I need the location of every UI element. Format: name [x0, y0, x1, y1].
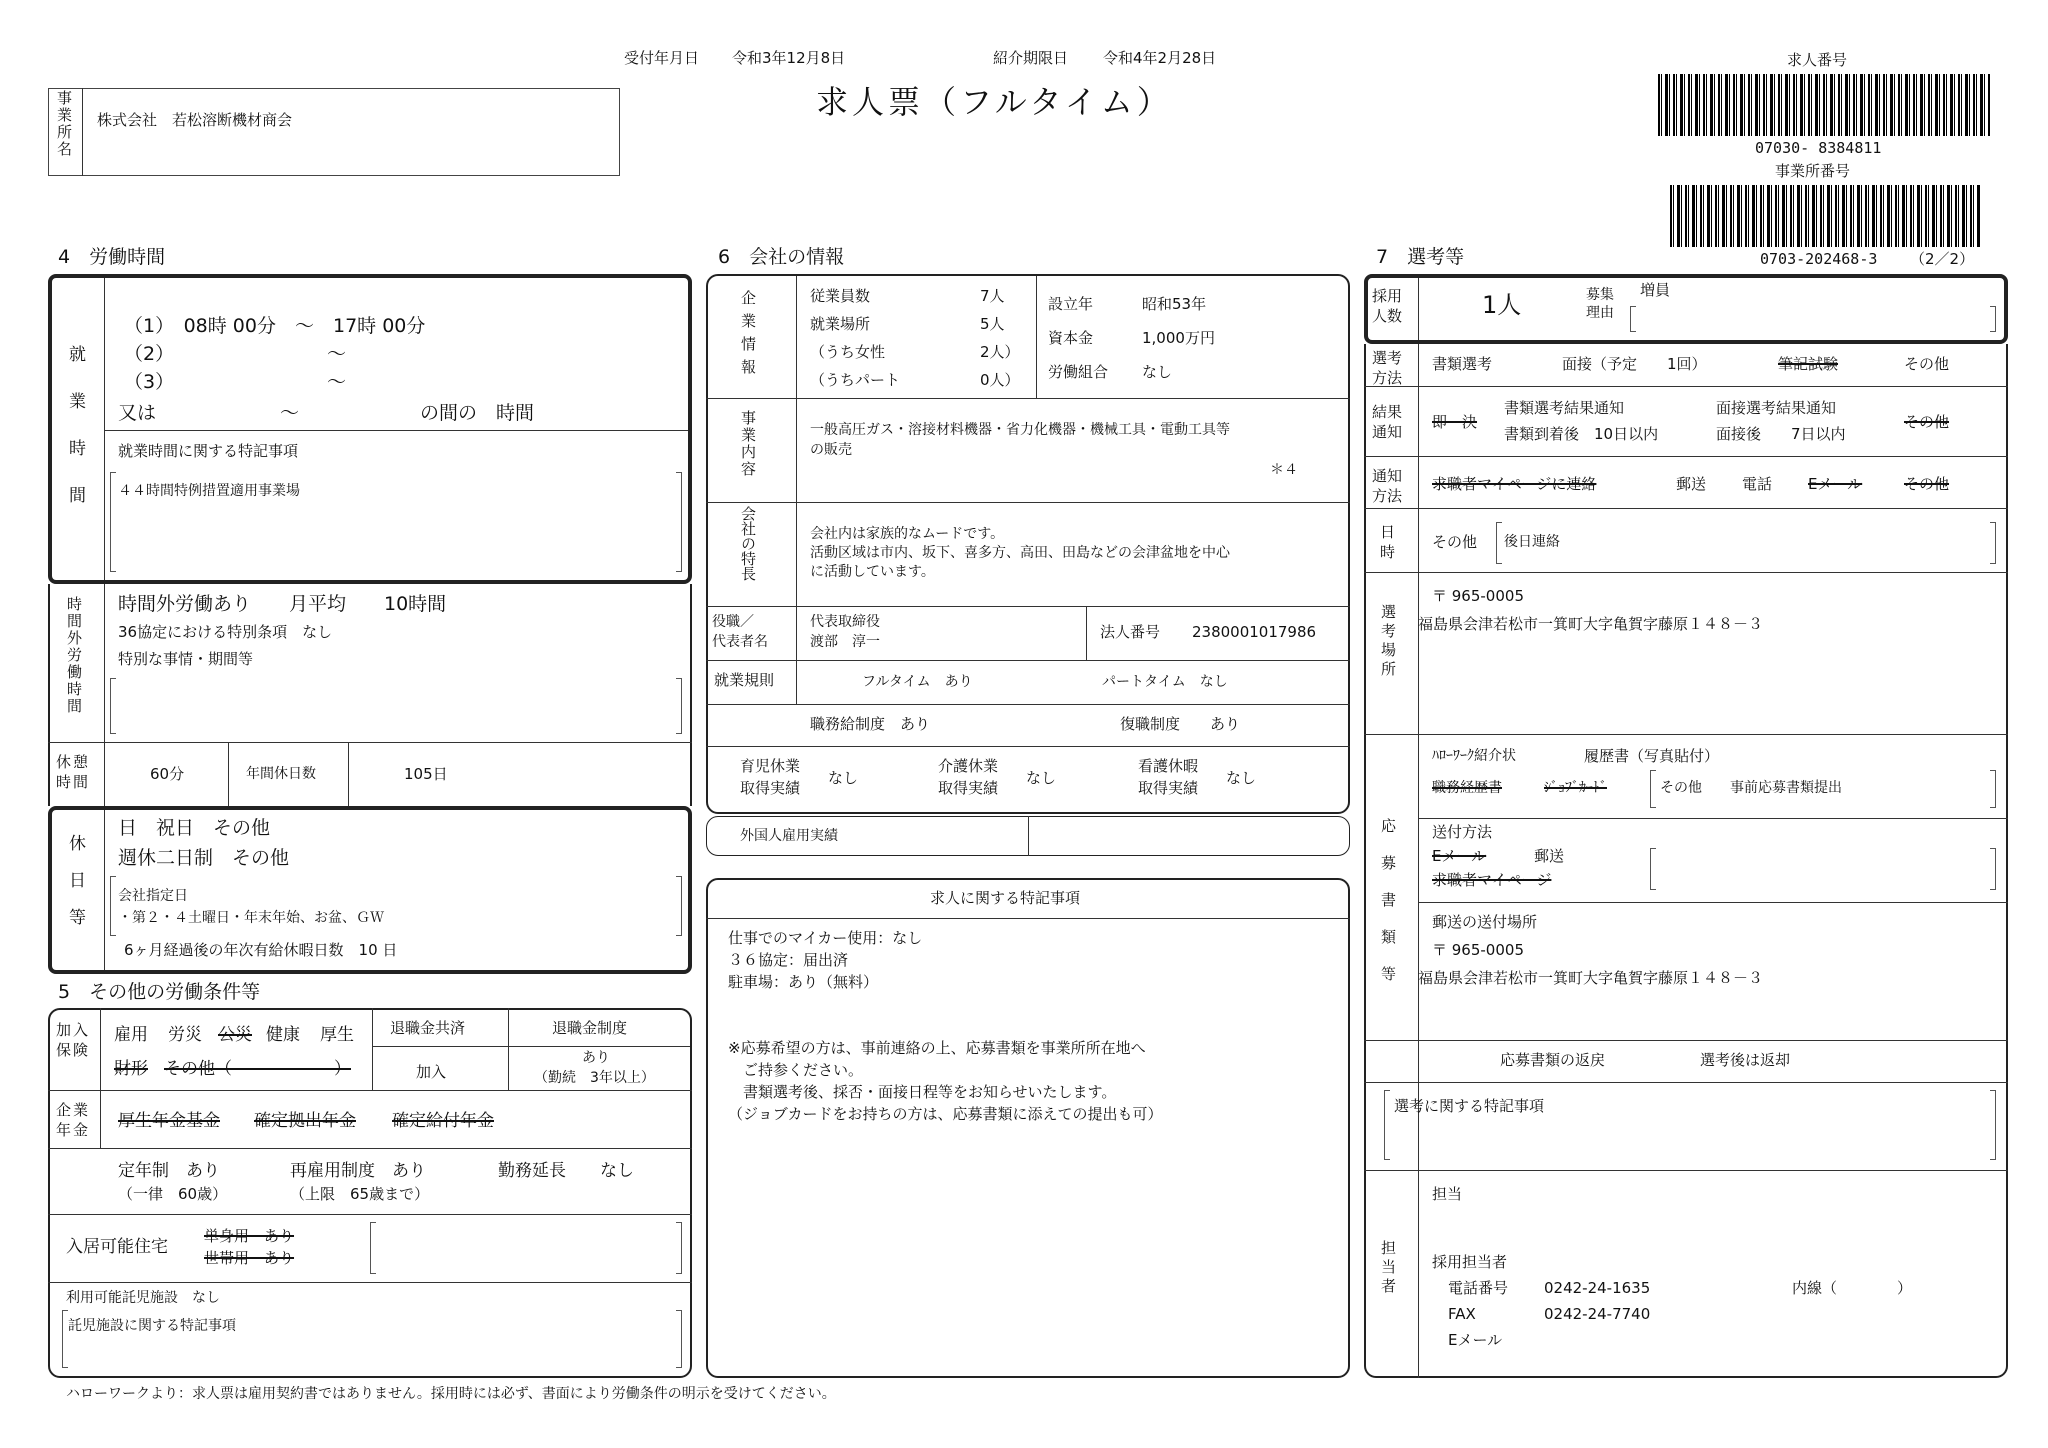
- care-leave-value: なし: [1026, 769, 1057, 787]
- office-name: 株式会社 若松溶断機材商会: [97, 111, 293, 129]
- holiday-note-1: 会社指定日: [118, 888, 188, 904]
- reason-label: 募集理由: [1586, 287, 1614, 321]
- retire-system-note: （勤続 3年以上）: [534, 1070, 655, 1086]
- place-zip: 〒 965-0005: [1432, 587, 1524, 605]
- rep-label-2: 代表者名: [712, 634, 768, 650]
- method-other: その他: [1904, 355, 1950, 373]
- hire-label: 採用人数: [1372, 287, 1403, 325]
- corp-no-label: 法人番号: [1100, 623, 1161, 641]
- result-other: その他: [1904, 413, 1950, 431]
- special-7: （ジョブカードをお持ちの方は、応募書類に添えての提出も可）: [728, 1105, 1163, 1123]
- care-leave-label-1: 介護休業: [938, 757, 999, 775]
- sec4-heading: 4 労働時間: [58, 246, 166, 268]
- return-value: 選考後は返却: [1700, 1051, 1791, 1069]
- ins-kousei: 厚生: [320, 1025, 354, 1045]
- holiday-label: 休日等: [65, 834, 85, 945]
- women-value: 2人）: [980, 343, 1020, 361]
- referral-date: 令和4年2月28日: [1103, 49, 1217, 67]
- ins-kousai: 公災: [218, 1025, 252, 1045]
- office-no: 0703-202468-3: [1760, 250, 1878, 268]
- overtime-line2: 36協定における特別条項 なし: [118, 623, 333, 641]
- result-label: 結果通知: [1372, 403, 1403, 441]
- result-int-2: 面接後 7日以内: [1716, 425, 1846, 443]
- email-label: Eメール: [1448, 1331, 1503, 1349]
- method-label: 選考方法: [1372, 349, 1403, 387]
- childcare-facility: 利用可能託児施設 なし: [66, 1290, 220, 1306]
- reason-value: 増員: [1640, 281, 1671, 299]
- special-6: 書類選考後、採否・面接日程等をお知らせいたします。: [728, 1083, 1117, 1101]
- break-label: 休憩時間: [56, 753, 91, 791]
- received-label: 受付年月日: [624, 49, 700, 67]
- ins-kenkou: 健康: [266, 1025, 300, 1045]
- result-immediate: 即 決: [1432, 413, 1478, 431]
- reinstate-system: 復職制度 あり: [1120, 715, 1241, 733]
- rules-label: 就業規則: [714, 671, 775, 689]
- part-value: 0人）: [980, 371, 1020, 389]
- sec7-heading: 7 選考等: [1376, 246, 1465, 268]
- special-2: ３６協定：届出済: [728, 951, 849, 969]
- break-value: 60分: [150, 765, 185, 783]
- place-address: 福島県会津若松市一箕町大字亀賀字藤原１４８－３: [1418, 615, 1764, 633]
- job-no: 07030- 8384811: [1755, 139, 1882, 157]
- capital-value: 1,000万円: [1142, 329, 1215, 347]
- contact-label: 担当者: [1379, 1240, 1397, 1297]
- annual-holiday-label: 年間休日数: [246, 766, 316, 782]
- childcare-note: 託児施設に関する特記事項: [68, 1318, 236, 1334]
- work-hours-label: 就業時間: [65, 345, 85, 533]
- shift-3: （3）: [124, 371, 175, 393]
- method-written: 筆記試験: [1778, 355, 1839, 373]
- business-mark: ＊４: [1270, 462, 1298, 478]
- ins-zaikei: 財形: [114, 1059, 148, 1079]
- result-doc-2: 書類到着後 10日以内: [1504, 425, 1659, 443]
- feature-text-2: 活動区域は市内、坂下、喜多方、高田、田島などの会津盆地を中心: [810, 545, 1230, 561]
- notify-mypage: 求職者マイページに連絡: [1432, 475, 1597, 493]
- holiday-line2: 週休二日制 その他: [118, 847, 290, 869]
- docs-other: その他 事前応募書類提出: [1660, 780, 1842, 796]
- foreign-label: 外国人雇用実績: [740, 828, 838, 844]
- shift-2: （2）: [124, 343, 175, 365]
- overtime-label: 時間外労働時間: [65, 596, 83, 715]
- special-1: 仕事でのマイカー使用：なし: [728, 929, 923, 947]
- insurance-label: 加入保険: [56, 1021, 91, 1059]
- page-title: 求人票（フルタイム）: [816, 83, 1173, 121]
- rep-label-1: 役職／: [712, 614, 754, 630]
- notify-mail: 郵送: [1676, 475, 1707, 493]
- annual-holiday-value: 105日: [404, 765, 448, 783]
- fax-number: 0242-24-7740: [1544, 1305, 1651, 1323]
- docs-hw: ﾊﾛｰﾜｰｸ紹介状: [1432, 748, 1516, 764]
- extension-label: 内線（ ）: [1792, 1279, 1913, 1297]
- corp-no: 2380001017986: [1192, 623, 1317, 641]
- founded-value: 昭和53年: [1142, 295, 1207, 313]
- employees-value: 7人: [980, 287, 1005, 305]
- post-label: 郵送の送付場所: [1432, 913, 1538, 931]
- or-between: の間の 時間: [420, 402, 535, 424]
- housing-family: 世帯用 あり: [204, 1249, 295, 1267]
- housing-single: 単身用 あり: [204, 1227, 295, 1245]
- received-date: 令和3年12月8日: [732, 49, 846, 67]
- method-interview: 面接（予定 1回）: [1562, 355, 1707, 373]
- docs-jobcard: ｼﾞｮﾌﾞｶｰﾄﾞ: [1544, 780, 1607, 796]
- union-value: なし: [1142, 363, 1173, 381]
- job-no-barcode: [1658, 74, 1990, 136]
- notify-other: その他: [1904, 475, 1950, 493]
- housing-label: 入居可能住宅: [66, 1237, 168, 1257]
- phone-label: 電話番号: [1448, 1279, 1509, 1297]
- retire-system-value: あり: [582, 1050, 610, 1066]
- sec6-heading: 6 会社の情報: [718, 246, 845, 268]
- childcare-leave-label-1: 育児休業: [740, 757, 801, 775]
- pension-label: 企業年金: [56, 1101, 91, 1139]
- retire-mutual-value: 加入: [416, 1063, 447, 1081]
- or-line: 又は: [118, 402, 157, 424]
- referral-label: 紹介期限日: [993, 49, 1069, 67]
- sec5-heading: 5 その他の労働条件等: [58, 981, 261, 1003]
- job-wage-system: 職務給制度 あり: [810, 715, 931, 733]
- tantou-label: 担当: [1432, 1185, 1463, 1203]
- business-text-2: の販売: [810, 442, 852, 458]
- shift-1: （1） 08時 00分 ～ 17時 00分: [124, 315, 426, 337]
- paid-leave: 6ヶ月経過後の年次有給休暇日数 10 日: [124, 941, 398, 959]
- notify-phone: 電話: [1742, 475, 1773, 493]
- method-doc: 書類選考: [1432, 355, 1493, 373]
- select-note: 選考に関する特記事項: [1394, 1097, 1545, 1115]
- result-int-1: 面接選考結果通知: [1716, 399, 1837, 417]
- workplace-value: 5人: [980, 315, 1005, 333]
- rep-title: 代表取締役: [810, 614, 880, 630]
- pension-2: 確定拠出年金: [254, 1111, 356, 1131]
- work-note-title: 就業時間に関する特記事項: [118, 442, 299, 460]
- fax-label: FAX: [1448, 1305, 1476, 1323]
- work-extension: 勤務延長 なし: [498, 1161, 634, 1181]
- overtime-line1: 時間外労働あり 月平均 10時間: [118, 593, 447, 615]
- docs-label: 応募書類等: [1379, 818, 1397, 1003]
- hire-box: [1364, 274, 2008, 344]
- work-note-body: ４４時間特例措置適用事業場: [118, 483, 300, 499]
- employees-label: 従業員数: [810, 287, 871, 305]
- retire-system-label: 退職金制度: [552, 1019, 628, 1037]
- childcare-leave-value: なし: [828, 769, 859, 787]
- docs-resume: 履歴書（写真貼付）: [1584, 747, 1720, 765]
- feature-text-1: 会社内は家族的なムードです。: [810, 526, 1005, 542]
- pension-3: 確定給付年金: [392, 1111, 494, 1131]
- office-no-barcode: [1670, 185, 1980, 247]
- rules-full: フルタイム あり: [862, 674, 973, 690]
- or-tilde: ～: [280, 402, 300, 424]
- page-indicator: （2／2）: [1910, 250, 1975, 268]
- union-label: 労働組合: [1048, 363, 1109, 381]
- send-email: Eメール: [1432, 847, 1487, 865]
- rehire: 再雇用制度 あり: [290, 1161, 426, 1181]
- ins-rousai: 労災: [168, 1025, 202, 1045]
- nursing-leave-label-2: 取得実績: [1138, 779, 1199, 797]
- post-zip: 〒 965-0005: [1432, 941, 1524, 959]
- company-box: [706, 274, 1350, 814]
- capital-label: 資本金: [1048, 329, 1094, 347]
- date-value: 後日連絡: [1504, 534, 1560, 550]
- care-leave-label-2: 取得実績: [938, 779, 999, 797]
- teinen: 定年制 あり: [118, 1161, 220, 1181]
- phone-number: 0242-24-1635: [1544, 1279, 1651, 1297]
- rules-part: パートタイム なし: [1102, 674, 1228, 690]
- shift-2-tilde: ～: [327, 343, 347, 365]
- office-no-label: 事業所番号: [1775, 162, 1851, 180]
- teinen-note: （一律 60歳）: [118, 1185, 228, 1203]
- workplace-label: 就業場所: [810, 315, 871, 333]
- retire-mutual-label: 退職金共済: [390, 1019, 466, 1037]
- hr-label: 採用担当者: [1432, 1253, 1508, 1271]
- rep-name: 渡部 淳一: [810, 634, 880, 650]
- ins-koyou: 雇用: [114, 1025, 148, 1045]
- founded-label: 設立年: [1048, 295, 1094, 313]
- company-info-label: 企業情報: [739, 290, 757, 382]
- shift-3-tilde: ～: [327, 371, 347, 393]
- rehire-note: （上限 65歳まで）: [290, 1185, 430, 1203]
- date-other: その他: [1432, 533, 1478, 551]
- place-label: 選考場所: [1379, 604, 1397, 680]
- business-text-1: 一般高圧ガス・溶接材料機器・省力化機器・機械工具・電動工具等: [810, 422, 1230, 438]
- special-notes-title: 求人に関する特記事項: [930, 889, 1081, 907]
- childcare-leave-label-2: 取得実績: [740, 779, 801, 797]
- footer-note: ハローワークより：求人票は雇用契約書ではありません。採用時には必ず、書面により労働条件の明示を受けてください。: [66, 1386, 836, 1402]
- overtime-box: [48, 584, 692, 806]
- job-no-label: 求人番号: [1787, 51, 1848, 69]
- holiday-line1: 日 祝日 その他: [118, 817, 271, 839]
- pension-1: 厚生年金基金: [118, 1111, 220, 1131]
- result-doc-1: 書類選考結果通知: [1504, 399, 1625, 417]
- holiday-note-2: ・第２・４土曜日・年末年始、お盆、ＧＷ: [118, 910, 384, 926]
- send-mypage: 求職者マイページ: [1432, 871, 1552, 889]
- special-4: ※応募希望の方は、事前連絡の上、応募書類を事業所所在地へ: [728, 1039, 1146, 1057]
- feature-label: 会社の特長: [739, 506, 757, 581]
- nursing-leave-label-1: 看護休暇: [1138, 757, 1199, 775]
- overtime-line3: 特別な事情・期間等: [118, 650, 254, 668]
- ins-other: その他（ ）: [164, 1059, 351, 1079]
- notify-label: 通知方法: [1372, 467, 1403, 505]
- send-label: 送付方法: [1432, 823, 1493, 841]
- send-mail: 郵送: [1534, 847, 1565, 865]
- business-label: 事業内容: [739, 410, 757, 478]
- office-name-label: 事業所名: [55, 90, 73, 158]
- feature-text-3: に活動しています。: [810, 564, 935, 580]
- notify-email: Eメール: [1808, 475, 1863, 493]
- post-address: 福島県会津若松市一箕町大字亀賀字藤原１４８－３: [1418, 969, 1764, 987]
- special-3: 駐車場：あり（無料）: [728, 973, 879, 991]
- women-label: （うち女性: [810, 343, 886, 361]
- part-label: （うちパート: [810, 371, 901, 389]
- hire-count: 1人: [1482, 291, 1522, 319]
- office-name-box: [48, 88, 620, 176]
- docs-career: 職務経歴書: [1432, 780, 1502, 796]
- date-label: 日時: [1380, 523, 1396, 561]
- return-label: 応募書類の返戻: [1500, 1051, 1606, 1069]
- nursing-leave-value: なし: [1226, 769, 1257, 787]
- special-5: ご持参ください。: [728, 1061, 864, 1079]
